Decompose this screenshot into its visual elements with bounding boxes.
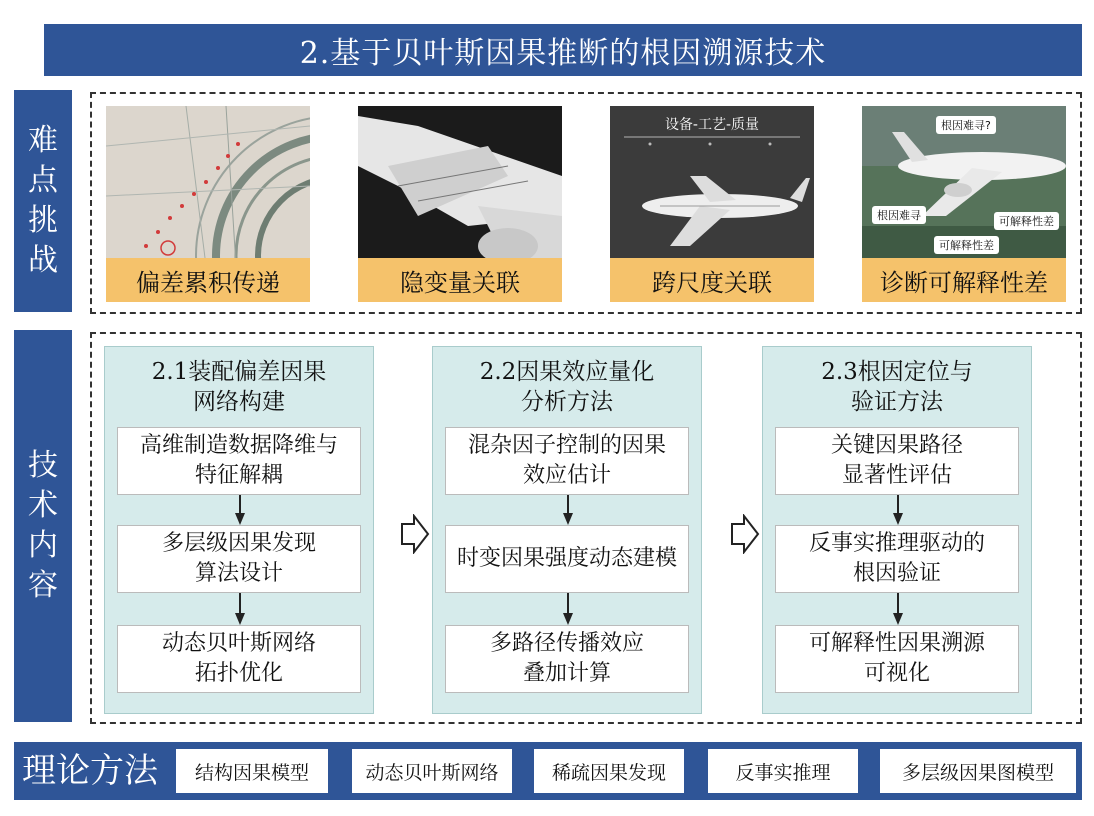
step-line: 效应估计	[522, 463, 611, 488]
method-step	[117, 625, 361, 693]
content-label-char: 技	[28, 448, 58, 483]
down-arrow-icon	[561, 593, 575, 625]
step-line: 混杂因子控制的因果	[467, 433, 666, 458]
step-line: 动态贝叶斯网络	[161, 631, 316, 656]
step-line: 拓扑优化	[194, 661, 283, 686]
right-arrow-icon	[730, 514, 760, 554]
column-title-line: 验证方法	[851, 389, 943, 415]
column-title-line: 分析方法	[521, 389, 613, 415]
down-arrow-icon	[233, 495, 247, 525]
down-arrow-icon	[233, 593, 247, 625]
method-step	[445, 525, 689, 593]
step-line: 根因验证	[852, 561, 941, 586]
method-step	[775, 625, 1019, 693]
method-column-1	[104, 346, 374, 714]
theory-item: 动态贝叶斯网络	[352, 749, 512, 793]
method-step	[445, 427, 689, 495]
method-step	[445, 625, 689, 693]
challenge-panel-3	[610, 106, 814, 302]
step-line: 算法设计	[194, 561, 283, 586]
step-line: 高维制造数据降维与	[139, 433, 338, 458]
challenge-caption: 诊断可解释性差	[862, 258, 1066, 302]
challenge-panel-1	[106, 106, 310, 302]
challenges-label-char: 点	[28, 163, 58, 198]
step-line: 反事实推理驱动的	[808, 531, 985, 556]
inset-tag: 根因难寻	[872, 206, 926, 224]
step-line: 显著性评估	[841, 463, 952, 488]
theory-item: 稀疏因果发现	[534, 749, 684, 793]
method-column-2	[432, 346, 702, 714]
method-column-3	[762, 346, 1032, 714]
inset-tag: 根因难寻?	[936, 116, 996, 134]
step-line: 时变因果强度动态建模	[456, 546, 677, 571]
theory-item: 反事实推理	[708, 749, 858, 793]
method-step	[775, 427, 1019, 495]
method-step	[117, 427, 361, 495]
column-title	[763, 357, 1031, 417]
challenges-label-char: 战	[28, 243, 58, 278]
down-arrow-icon	[891, 495, 905, 525]
theory-label: 理论方法	[22, 751, 158, 791]
column-title-line: 2.2因果效应量化	[479, 359, 655, 385]
method-step	[775, 525, 1019, 593]
challenges-label-char: 挑	[28, 203, 58, 238]
content-label-char: 内	[28, 528, 58, 563]
step-line: 关键因果路径	[830, 433, 963, 458]
theory-item: 结构因果模型	[176, 749, 328, 793]
column-title-line: 2.1装配偏差因果	[151, 359, 327, 385]
challenge-panel-2	[358, 106, 562, 302]
challenge-panel-4	[862, 106, 1066, 302]
step-line: 可解释性因果溯源	[808, 631, 985, 656]
column-title-line: 网络构建	[193, 389, 285, 415]
column-title	[105, 357, 373, 417]
content-label-char: 术	[28, 488, 58, 523]
method-step	[117, 525, 361, 593]
inset-tag: 可解释性差	[934, 236, 999, 254]
challenges-section-label	[14, 90, 72, 312]
inset-title: 设备-工艺-质量	[664, 117, 760, 133]
inset-tag: 可解释性差	[994, 212, 1059, 230]
step-line: 多路径传播效应	[489, 631, 644, 656]
aircraft-wing-icon	[358, 106, 562, 266]
down-arrow-icon	[561, 495, 575, 525]
assembly-drawing-icon	[106, 106, 310, 266]
challenge-caption: 隐变量关联	[358, 258, 562, 302]
content-section-label	[14, 330, 72, 722]
content-label-char: 容	[28, 568, 58, 603]
challenges-label-char: 难	[28, 123, 58, 158]
page-title: 2.基于贝叶斯因果推断的根因溯源技术	[44, 24, 1082, 76]
challenge-caption: 偏差累积传递	[106, 258, 310, 302]
step-line: 可视化	[863, 661, 930, 686]
column-title-line: 2.3根因定位与	[821, 359, 973, 385]
column-title	[433, 357, 701, 417]
step-line: 特征解耦	[194, 463, 283, 488]
step-line: 叠加计算	[522, 661, 611, 686]
right-arrow-icon	[400, 514, 430, 554]
challenge-caption: 跨尺度关联	[610, 258, 814, 302]
theory-item: 多层级因果图模型	[880, 749, 1076, 793]
step-line: 多层级因果发现	[161, 531, 316, 556]
down-arrow-icon	[891, 593, 905, 625]
